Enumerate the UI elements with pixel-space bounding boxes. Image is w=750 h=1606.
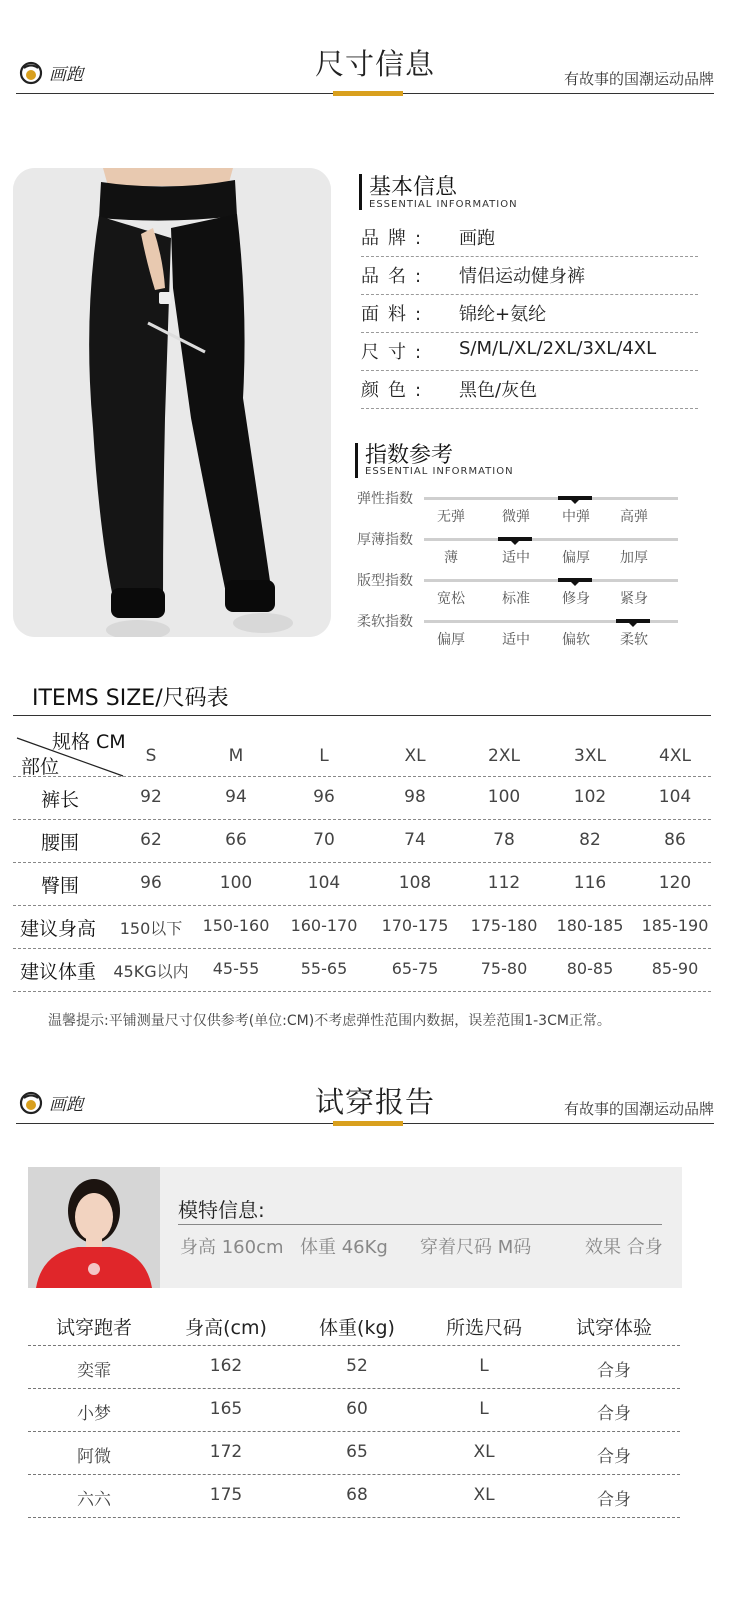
- tryon-section-header: [0, 1080, 750, 1140]
- basic-info-subtitle: ESSENTIAL INFORMATION: [369, 199, 518, 210]
- size-cell: 116: [573, 873, 607, 893]
- index-option: 中弹: [562, 509, 590, 525]
- index-option: 标准: [502, 591, 530, 607]
- size-row-label: 臀围: [41, 875, 80, 897]
- size-cell: 150以下: [119, 919, 183, 938]
- size-cell: 175-180: [470, 916, 538, 935]
- index-ref-bar: [355, 443, 358, 478]
- size-note: 温馨提示:平铺测量尺寸仅供参考(单位:CM)不考虑弹性范围内数据，误差范围1-3CM正常。: [48, 1013, 611, 1029]
- corner-bottom-label: 部位: [21, 756, 60, 778]
- index-option: 适中: [502, 550, 530, 566]
- tryon-row-separator: [28, 1431, 680, 1432]
- size-cell: 86: [664, 830, 686, 850]
- index-option: 高弹: [620, 509, 648, 525]
- size-cell: 62: [140, 830, 162, 850]
- size-cell: 75-80: [480, 959, 528, 978]
- size-row-label: 裤长: [41, 789, 80, 811]
- info-value: S/M/L/XL/2XL/3XL/4XL: [459, 338, 657, 359]
- corner-top-label: 规格 CM: [52, 731, 126, 753]
- size-cell: 78: [493, 830, 515, 850]
- index-track: [424, 497, 678, 500]
- section-accent-bar: [333, 1121, 403, 1126]
- index-track: [424, 538, 678, 541]
- index-option: 薄: [444, 550, 458, 566]
- info-value: 锦纶+氨纶: [459, 304, 547, 325]
- size-cell: 185-190: [641, 916, 709, 935]
- tryon-row-separator: [28, 1517, 680, 1518]
- size-cell: 102: [573, 787, 607, 807]
- table-row-separator: [13, 948, 711, 949]
- model-size: 穿着尺码 M码: [420, 1237, 532, 1258]
- table-row-separator: [13, 776, 711, 777]
- info-key: 颜色:: [361, 380, 431, 401]
- size-table-title: ITEMS SIZE/尺码表: [32, 686, 229, 711]
- size-cell: 120: [658, 873, 692, 893]
- size-row-label: 建议身高: [20, 918, 97, 940]
- brand-logo-text: 画跑: [49, 65, 83, 85]
- size-row-label: 建议体重: [20, 961, 97, 983]
- size-cell: 66: [225, 830, 247, 850]
- model-info-title: 模特信息:: [178, 1198, 265, 1222]
- index-ref-title: 指数参考: [365, 443, 454, 468]
- tryon-cell: 172: [209, 1442, 243, 1462]
- tryon-header: 身高(cm): [185, 1317, 267, 1339]
- index-option: 宽松: [437, 591, 465, 607]
- table-row-separator: [13, 905, 711, 906]
- size-cell: 80-85: [566, 959, 614, 978]
- info-value: 黑色/灰色: [459, 380, 538, 401]
- size-header: M: [228, 746, 244, 766]
- size-header: XL: [404, 746, 426, 766]
- info-row: [361, 332, 698, 371]
- tryon-row-separator: [28, 1388, 680, 1389]
- size-cell: 94: [225, 787, 247, 807]
- tryon-row-separator: [28, 1474, 680, 1475]
- tryon-header: 试穿跑者: [55, 1317, 132, 1339]
- info-key: 面料:: [361, 304, 431, 325]
- size-cell: 170-175: [381, 916, 449, 935]
- index-track: [424, 579, 678, 582]
- model-height: 身高 160cm: [180, 1237, 284, 1258]
- index-ref-subtitle: ESSENTIAL INFORMATION: [365, 466, 514, 477]
- size-header: 4XL: [659, 746, 691, 766]
- section-accent-bar: [333, 91, 403, 96]
- info-row: [361, 370, 698, 409]
- model-photo: [28, 1167, 160, 1288]
- tryon-cell: 68: [346, 1485, 368, 1505]
- size-cell: 74: [404, 830, 426, 850]
- info-row: [361, 294, 698, 333]
- size-cell: 55-65: [300, 959, 348, 978]
- tryon-cell: 162: [209, 1356, 243, 1376]
- index-option: 紧身: [620, 591, 648, 607]
- tryon-cell: 奕霏: [77, 1361, 111, 1381]
- tryon-cell: 52: [346, 1356, 368, 1376]
- size-header: 2XL: [488, 746, 520, 766]
- size-cell: 100: [219, 873, 253, 893]
- size-cell: 112: [487, 873, 521, 893]
- index-option: 无弹: [437, 509, 465, 525]
- brand-slogan: 有故事的国潮运动品牌: [563, 1100, 714, 1118]
- index-label: 厚薄指数: [357, 532, 413, 548]
- index-option: 加厚: [620, 550, 648, 566]
- brand-logo-text: 画跑: [49, 1095, 83, 1115]
- size-cell: 45-55: [212, 959, 260, 978]
- size-cell: 150-160: [202, 916, 270, 935]
- size-cell: 160-170: [290, 916, 358, 935]
- index-label: 弹性指数: [357, 491, 413, 507]
- size-header: L: [319, 746, 329, 766]
- index-option: 偏软: [562, 632, 590, 648]
- basic-info-bar: [359, 174, 362, 210]
- size-cell: 104: [307, 873, 341, 893]
- size-section-header: [0, 40, 750, 100]
- size-cell: 85-90: [651, 959, 699, 978]
- tryon-cell: 65: [346, 1442, 368, 1462]
- size-table-top-line: [13, 715, 711, 716]
- size-header: S: [145, 746, 157, 766]
- index-label: 柔软指数: [357, 614, 413, 630]
- tryon-cell: 合身: [597, 1447, 631, 1467]
- model-weight: 体重 46Kg: [300, 1237, 388, 1258]
- tryon-cell: 60: [346, 1399, 368, 1419]
- product-image: [13, 168, 331, 637]
- section-title: 尺寸信息: [314, 47, 435, 81]
- table-row-separator: [13, 819, 711, 820]
- brand-slogan: 有故事的国潮运动品牌: [563, 70, 714, 88]
- tryon-header: 试穿体验: [575, 1317, 652, 1339]
- index-marker: [498, 537, 532, 541]
- tryon-cell: 合身: [597, 1404, 631, 1424]
- tryon-cell: 阿微: [77, 1447, 111, 1467]
- index-option: 修身: [562, 591, 590, 607]
- size-row-label: 腰围: [41, 832, 80, 854]
- info-row: [361, 256, 698, 295]
- tryon-cell: 合身: [597, 1490, 631, 1510]
- tryon-cell: L: [479, 1356, 489, 1376]
- info-key: 品名:: [361, 266, 431, 287]
- tryon-header: 所选尺码: [445, 1317, 522, 1339]
- info-key: 品牌:: [361, 228, 431, 249]
- basic-info-title: 基本信息: [369, 175, 458, 200]
- size-cell: 98: [404, 787, 426, 807]
- tryon-row-separator: [28, 1345, 680, 1346]
- info-row: [361, 218, 698, 257]
- index-option: 偏厚: [437, 632, 465, 648]
- tryon-cell: 六六: [77, 1490, 111, 1510]
- tryon-section-title: 试穿报告: [314, 1085, 435, 1119]
- size-cell: 82: [579, 830, 601, 850]
- info-value: 情侣运动健身裤: [459, 266, 585, 287]
- tryon-header: 体重(kg): [319, 1317, 395, 1339]
- index-marker: [558, 578, 592, 582]
- tryon-cell: XL: [473, 1485, 495, 1505]
- index-option: 柔软: [620, 632, 648, 648]
- index-marker: [616, 619, 650, 623]
- size-cell: 70: [313, 830, 335, 850]
- model-effect: 效果 合身: [585, 1237, 663, 1258]
- size-cell: 45KG以内: [113, 962, 189, 981]
- size-cell: 96: [140, 873, 162, 893]
- size-cell: 100: [487, 787, 521, 807]
- size-cell: 96: [313, 787, 335, 807]
- size-cell: 180-185: [556, 916, 624, 935]
- size-cell: 92: [140, 787, 162, 807]
- index-option: 偏厚: [562, 550, 590, 566]
- tryon-cell: L: [479, 1399, 489, 1419]
- tryon-cell: 165: [209, 1399, 243, 1419]
- info-key: 尺寸:: [361, 342, 431, 363]
- index-option: 微弹: [502, 509, 530, 525]
- table-row-separator: [13, 991, 711, 992]
- size-cell: 108: [398, 873, 432, 893]
- index-marker: [558, 496, 592, 500]
- model-info-divider: [178, 1224, 662, 1225]
- tryon-cell: 小梦: [77, 1404, 111, 1424]
- tryon-cell: 合身: [597, 1361, 631, 1381]
- size-cell: 65-75: [391, 959, 439, 978]
- size-header: 3XL: [574, 746, 606, 766]
- index-option: 适中: [502, 632, 530, 648]
- tryon-cell: 175: [209, 1485, 243, 1505]
- info-value: 画跑: [459, 228, 495, 249]
- size-cell: 104: [658, 787, 692, 807]
- tryon-cell: XL: [473, 1442, 495, 1462]
- table-row-separator: [13, 862, 711, 863]
- index-label: 版型指数: [357, 573, 413, 589]
